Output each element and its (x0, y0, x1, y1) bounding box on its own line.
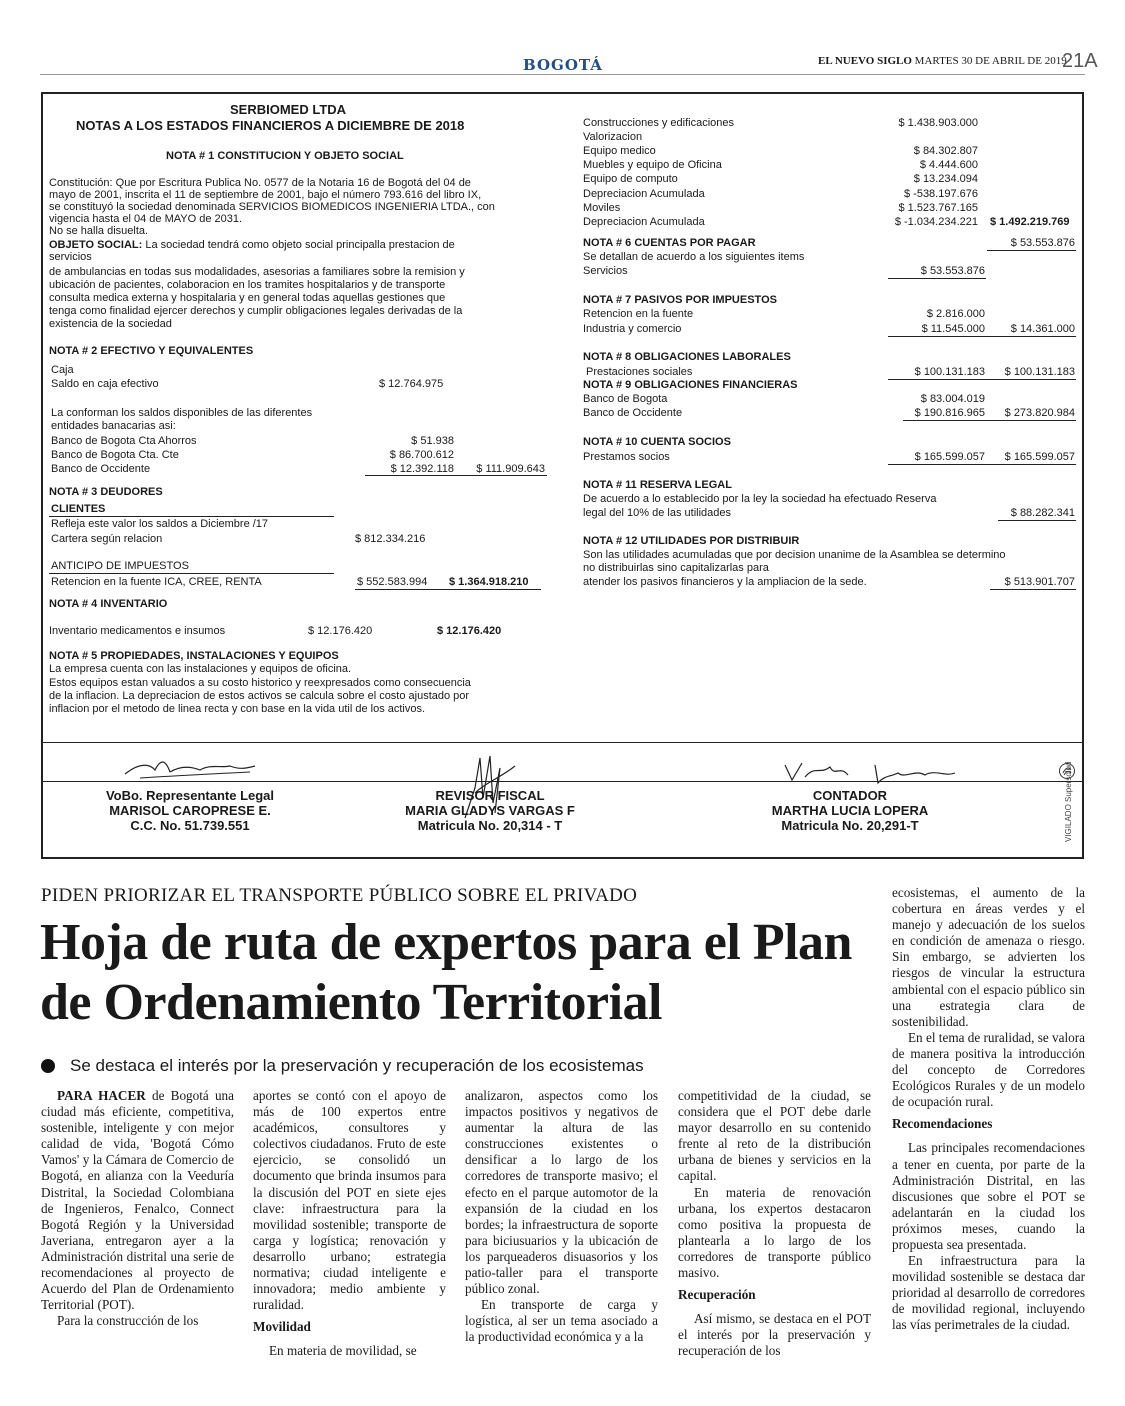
saldo-value: $ 12.764.975 (379, 378, 444, 390)
nota12-line: no distribuirlas sino capitalizarlas para (583, 562, 769, 574)
nota1-line: vigencia hasta el 04 de MAYO de 2031. (49, 213, 243, 225)
vigilado-label: VIGILADO Supersolud (1064, 761, 1073, 842)
nota9-label: Banco de Occidente (583, 407, 683, 419)
inventario-total: $ 12.176.420 (437, 625, 502, 637)
paragraph: competitividad de la ciudad, se considera que el POT debe darle mayor desarrollo en su contenido frente al reto de la distribución urbana de bienes y servicios en la capital. (678, 1088, 871, 1184)
signature-scribble-1 (120, 752, 260, 787)
asset-value: $ 1.523.767.165 (898, 202, 978, 214)
total-underline (888, 336, 1076, 337)
nota5-line: de la inflacion. La depreciacion de estos activos se calcula sobre el costo ajustado por (49, 690, 470, 702)
asset-value: $ 84.302.807 (913, 145, 978, 157)
inventario-value: $ 12.176.420 (308, 625, 373, 637)
paragraph: Así mismo, se destaca en el POT el interés por la preservación y recuperación de los (678, 1311, 871, 1359)
total-underline (888, 464, 1076, 465)
article-column-3 (465, 1088, 658, 1346)
page-number: 21A (1062, 50, 1098, 72)
nota6-total: $ 53.553.876 (1010, 237, 1075, 249)
nota12-total: $ 513.901.707 (1004, 576, 1075, 588)
cartera-value: $ 812.334.216 (355, 533, 426, 545)
paragraph: aportes se contó con el apoyo de más de 100 expertos entre académicos, consultores y colectivos ciudadanos. Fruto de este ejercicio, se consolidó un documento que brinda insumos para la discusión del POT en siete ejes clave: infraestructura para la movilidad sostenible; transporte de carga y logística; renovación y desarrollo urbano; estrategia normativa; ciudad inteligente e innovadora; medio ambiente y ruralidad. (253, 1088, 446, 1313)
header-rule (40, 74, 1085, 75)
nota6-servicios: Servicios (583, 265, 628, 277)
signer-role: VoBo. Representante Legal (105, 788, 275, 803)
nota1-line: se constituyó la sociedad denominada SERVICIOS BIOMEDICOS INGENIERIA LTDA., con (49, 201, 495, 213)
paragraph: Para la construcción de los (57, 1313, 199, 1329)
nota1-line: mayo de 2001, inscrita el 11 de septiembre de 2001, bajo el número 793.616 del libro IX, (49, 189, 482, 201)
total-underline (355, 589, 541, 590)
nota7-label: Industria y comercio (583, 323, 682, 335)
asset-label: Muebles y equipo de Oficina (583, 159, 722, 171)
paragraph: ecosistemas, el aumento de la cobertura en áreas verdes y el manejo y adecuación de los suelos en condición de amenaza o riesgo. Sin embargo, se advierten los riesgos de vincular la estructura ambiental con el espacio público sin una estrategia clara de sostenibilidad. (892, 885, 1085, 1029)
bank-value: $ 51.938 (411, 435, 454, 447)
bank-label: Banco de Bogota Cta Ahorros (51, 435, 197, 447)
value-underline (888, 278, 986, 279)
objeto-line: servicios (49, 251, 92, 263)
bank-value: $ 12.392.118 (390, 463, 454, 475)
signer-role: CONTADOR (812, 788, 888, 803)
masthead-info (818, 55, 1067, 67)
total-underline (998, 520, 1076, 521)
anticipo-label: ANTICIPO DE IMPUESTOS (51, 560, 189, 572)
asset-value: $ 4.444.600 (919, 159, 978, 171)
nota12-title: NOTA # 12 UTILIDADES POR DISTRIBUIR (583, 535, 800, 547)
nota7-value: $ 11.545.000 (921, 323, 985, 335)
nota9-value: $ 190.816.965 (914, 407, 985, 419)
newspaper-name: EL NUEVO SIGLO (818, 55, 912, 67)
signer-id: C.C. No. 51.739.551 (130, 818, 250, 833)
refleja-text: Refleja este valor los saldos a Diciembre /17 (51, 518, 269, 530)
nota11-line: legal del 10% de las utilidades (583, 507, 731, 519)
nota10-value: $ 165.599.057 (914, 451, 985, 463)
objeto-label: OBJETO SOCIAL: (49, 239, 143, 251)
nota11-title: NOTA # 11 RESERVA LEGAL (583, 479, 732, 491)
nota10-total: $ 165.599.057 (1004, 451, 1075, 463)
nota7-value: $ 2.816.000 (926, 308, 985, 320)
signer-name: MARISOL CAROPRESE E. (109, 803, 271, 818)
objeto-line: ubicación de pacientes, colaboracion en los tramites hospitalarios y de transporte (49, 279, 446, 291)
paragraph: En infraestructura para la movilidad sostenible se destaca dar prioridad al desarrollo de corredores de movilidad regional, incluyendo las vías perimetrales de la ciudad. (892, 1253, 1085, 1333)
nota8-title: NOTA # 8 OBLIGACIONES LABORALES (583, 351, 791, 363)
article-headline: Hoja de ruta de expertos para el Plan de Ordenamiento Territorial (40, 914, 852, 1031)
nota7-total: $ 14.361.000 (1010, 323, 1075, 335)
paragraph: En el tema de ruralidad, se valora de manera positiva la introducción del concepto de Corredores Ecológicos Rurales y de un modelo de ocupación rural. (892, 1029, 1085, 1110)
nota9-total: $ 273.820.984 (1004, 407, 1075, 419)
notice-divider (41, 742, 1084, 743)
asset-value: $ -1.034.234.221 (894, 216, 978, 228)
nota8-label: Prestaciones sociales (586, 366, 693, 378)
article-column-4 (678, 1088, 871, 1360)
nota1-line: No se halla disuelta. (49, 225, 149, 237)
article-subhead: Se destaca el interés por la preservación y recuperación de los ecosistemas (70, 1056, 644, 1075)
nota9-value: $ 83.004.019 (920, 393, 985, 405)
nota8-total: $ 100.131.183 (1004, 366, 1075, 378)
asset-label: Depreciacion Acumulada (583, 216, 705, 228)
nota5-line: inflacion por el metodo de linea recta y con base en la vida util de los activos. (49, 703, 426, 715)
total-underline (903, 420, 1076, 421)
issue-date: MARTES 30 DE ABRIL DE 2019 (914, 55, 1067, 67)
nota3-title: NOTA # 3 DEUDORES (49, 486, 163, 498)
bank-label: Banco de Occidente (51, 463, 151, 475)
section-name: BOGOTÁ (523, 56, 603, 74)
caja-label: Caja (51, 364, 74, 376)
retencion-value: $ 552.583.994 (357, 576, 428, 588)
objeto-line: consulta medica externa y hospitalaria y en general todas aquellas gestiones que (49, 292, 446, 304)
article-kicker: PIDEN PRIORIZAR EL TRANSPORTE PÚBLICO SOBRE EL PRIVADO (41, 885, 638, 906)
nota12-line: atender los pasivos financieros y la ampliacion de la sede. (583, 576, 867, 588)
asset-label: Equipo medico (583, 145, 656, 157)
signer-name: MARTHA LUCIA LOPERA (771, 803, 929, 818)
nota10-label: Prestamos socios (583, 451, 670, 463)
total-underline (365, 475, 547, 476)
signature-block (380, 788, 600, 833)
clientes-label: CLIENTES (51, 503, 106, 515)
nota2-title: NOTA # 2 EFECTIVO Y EQUIVALENTES (49, 345, 254, 357)
asset-label: Depreciacion Acumulada (583, 188, 705, 200)
asset-total: $ 1.492.219.769 (990, 216, 1070, 228)
paragraph: Las principales recomendaciones a tener en cuenta, por parte de la Administración Distrital, en las discusiones que sobre el POT se adelantarán en la ciudad los próximos meses, cuando la propuesta sea presentada. (892, 1140, 1085, 1252)
asset-value: $ -538.197.676 (903, 188, 978, 200)
asset-label: Valorizacion (583, 131, 643, 143)
paragraph: analizaron, aspectos como los impactos positivos y negativos de aumentar la altura de las construcciones existentes o densificar a lo largo de los corredores de transporte masivo; el efecto en el parque automotor de la expansión de la ciudad en los bordes; la infraestructura de soporte para biciusuarios y la ubicación de los parqueaderos disuasorios y los patio-taller para el transporte público zonal. (465, 1088, 658, 1297)
bank-label: Banco de Bogota Cta. Cte (51, 449, 179, 461)
nota6-value: $ 53.553.876 (920, 265, 985, 277)
paragraph: En materia de renovación urbana, los expertos destacaron como positiva la propuesta de plantearla a lo largo de los corredores de transporte público masivo. (678, 1184, 871, 1281)
saldo-label: Saldo en caja efectivo (51, 378, 159, 390)
signer-id: Matricula No. 20,314 - T (417, 818, 563, 833)
nota10-title: NOTA # 10 CUENTA SOCIOS (583, 436, 731, 448)
section-heading: Recuperación (678, 1287, 756, 1303)
anticipo-underline (49, 573, 334, 574)
nota5-title: NOTA # 5 PROPIEDADES, INSTALACIONES Y EQUIPOS (49, 650, 339, 662)
nota11-total: $ 88.282.341 (1010, 507, 1075, 519)
nota11-line: De acuerdo a lo establecido por la ley la sociedad ha efectuado Reserva (583, 493, 937, 505)
retencion-total: $ 1.364.918.210 (449, 576, 529, 588)
nota5-line: La empresa cuenta con las instalaciones y equipos de oficina. (49, 663, 352, 675)
signer-id: Matricula No. 20,291-T (781, 818, 919, 833)
nota7-label: Retencion en la fuente (583, 308, 694, 320)
asset-label: Moviles (583, 202, 621, 214)
nota9-label: Banco de Bogota (583, 393, 668, 405)
total-underline (990, 589, 1076, 590)
clientes-underline (49, 516, 334, 517)
objeto-text: La sociedad tendrá como objeto social principalla prestacion de (142, 239, 455, 251)
lead-in: PARA HACER (57, 1088, 146, 1103)
total-underline (987, 250, 1076, 251)
nota4-title: NOTA # 4 INVENTARIO (49, 598, 168, 610)
paragraph: de Bogotá una ciudad más eficiente, competitiva, sostenible, inteligente y con mejor calidad de vida, 'Bogotá Cómo Vamos' y la Cámara de Comercio de Bogotá, en alianza con la Veeduría Distrital, la Sociedad Colombiana de Ingenieros, Fenalco, Connect Bogotá Región y la Universidad Javeriana, entregaron ayer a la Administración distrital una serie de recomendaciones al proyecto de Acuerdo del Plan de Ordenamiento Territorial (POT). (41, 1088, 234, 1313)
asset-label: Construcciones y edificaciones (583, 117, 735, 129)
retencion-label: Retencion en la fuente ICA, CREE, RENTA (51, 576, 262, 588)
signer-role: REVISOR FISCAL (435, 788, 545, 803)
nota9-title: NOTA # 9 OBLIGACIONES FINANCIERAS (583, 379, 798, 391)
article-column-2 (253, 1088, 446, 1360)
nota1-title: NOTA # 1 CONSTITUCION Y OBJETO SOCIAL (166, 150, 404, 162)
conforman-line: La conforman los saldos disponibles de las diferentes (51, 407, 313, 419)
paragraph: En materia de movilidad, se (269, 1343, 417, 1359)
nota7-title: NOTA # 7 PASIVOS POR IMPUESTOS (583, 294, 777, 306)
article-column-1 (41, 1088, 234, 1329)
nota1-line: Constitución: Que por Escritura Publica No. 0577 de la Notaria 16 de Bogotá del 04 de (49, 177, 471, 189)
signer-name: MARIA GLADYS VARGAS F (405, 803, 575, 818)
nota5-line: Estos equipos estan valuados a su costo historico y reexpresados como consecuencia (49, 677, 471, 689)
nota12-line: Son las utilidades acumuladas que por decision unanime de la Asamblea se determino (583, 549, 1006, 561)
objeto-line: existencia de la sociedad (49, 318, 172, 330)
article-column-5 (892, 885, 1085, 1334)
paragraph: En transporte de carga y logística, al ser un tema asociado a la productividad económica y a la (465, 1297, 658, 1345)
objeto-line: tenga como finalidad ejercer derechos y cumplir obligaciones legales derivadas de la (49, 305, 463, 317)
conforman-line: entidades banacarias asi: (51, 420, 176, 432)
nota8-value: $ 100.131.183 (914, 366, 985, 378)
section-heading: Movilidad (253, 1319, 311, 1335)
asset-value: $ 13.234.094 (913, 173, 978, 185)
notice-title: NOTAS A LOS ESTADOS FINANCIEROS A DICIEMBRE DE 2018 (76, 118, 465, 133)
company-name: SERBIOMED LTDA (230, 102, 347, 117)
bank-value: $ 86.700.612 (389, 449, 454, 461)
nota6-title: NOTA # 6 CUENTAS POR PAGAR (583, 237, 756, 249)
asset-label: Equipo de computo (583, 173, 678, 185)
bullet-icon (41, 1059, 55, 1073)
section-heading: Recomendaciones (892, 1116, 993, 1132)
total-underline (888, 379, 1076, 380)
asset-value: $ 1.438.903.000 (898, 117, 978, 129)
nota6-detail: Se detallan de acuerdo a los siguientes items (583, 251, 805, 263)
signature-scribble-3 (780, 755, 960, 790)
inventario-label: Inventario medicamentos e insumos (49, 625, 226, 637)
signature-block (80, 788, 300, 833)
signature-block (740, 788, 960, 833)
objeto-line: de ambulancias en todas sus modalidades, asesorias a familiares sobre la remision y (49, 266, 465, 278)
bank-total: $ 111.909.643 (476, 463, 545, 475)
cartera-label: Cartera según relacion (51, 533, 163, 545)
